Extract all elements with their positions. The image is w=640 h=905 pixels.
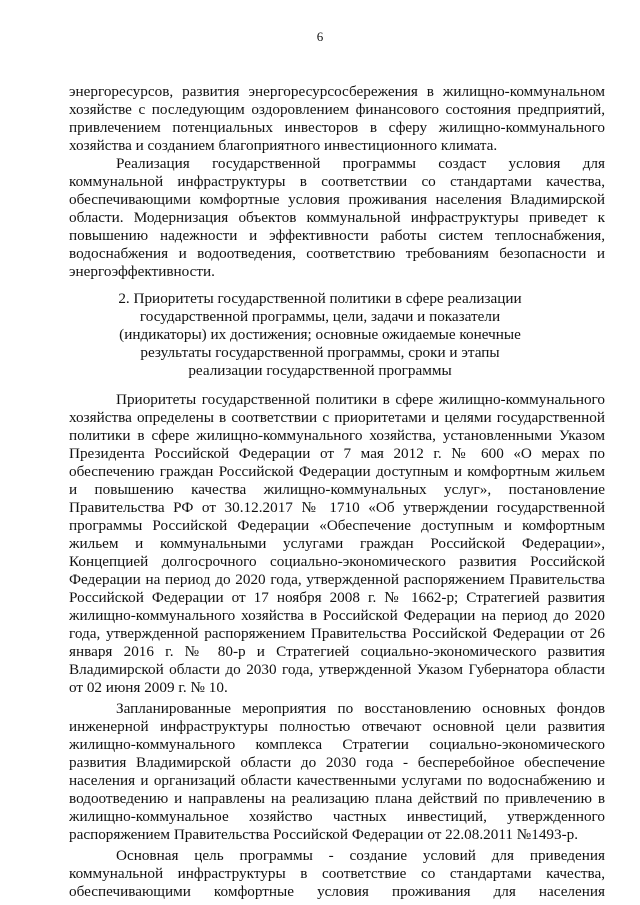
- text-line: привлечением потенциальных инвесторов в сферу жилищно-коммунального: [69, 119, 605, 136]
- heading-line: результаты государственной программы, сроки и этапы: [140, 344, 500, 361]
- text-line: жилищно-коммунального хозяйства в Российской Федерации на период до 2020: [69, 607, 605, 624]
- text-line: жилищно-коммунальное хозяйство частных инвестиций, утвержденного: [69, 808, 605, 825]
- text-line: коммунальной инфраструктуры в соответствии со стандартами качества,: [69, 173, 605, 190]
- text-line: Президента Российской Федерации от 7 мая 2012 г. № 600 «О мерах по: [69, 445, 605, 462]
- text-line: Российской Федерации от 17 ноября 2008 г. № 1662-р; Стратегией развития: [69, 589, 605, 606]
- text-line: инженерной инфраструктуры полностью отвечают основной цели развития: [69, 718, 605, 735]
- text-line: Основная цель программы - создание условий для приведения: [116, 847, 605, 864]
- text-line: обеспечивающими комфортные условия проживания для населения: [69, 883, 605, 900]
- text-line: обеспечивающими комфортные условия проживания населения Владимирской: [69, 191, 605, 208]
- text-line: политики в сфере жилищно-коммунального хозяйства, установленными Указом: [69, 427, 605, 444]
- text-line: энергоэффективности.: [69, 263, 215, 280]
- heading-line: 2. Приоритеты государственной политики в сфере реализации: [118, 290, 522, 307]
- text-line: хозяйстве с последующим оздоровлением финансового состояния предприятий,: [69, 101, 605, 118]
- text-line: хозяйства и созданием благоприятного инвестиционного климата.: [69, 137, 498, 154]
- text-line: Приоритеты государственной политики в сфере жилищно-коммунального: [116, 391, 605, 408]
- text-line: Правительства РФ от 30.12.2017 № 1710 «Об утверждении государственной: [69, 499, 605, 516]
- text-line: Реализация государственной программы создаст условия для: [116, 155, 605, 172]
- text-line: программы Российской Федерации «Обеспечение доступным и комфортным: [69, 517, 605, 534]
- heading-line: государственной программы, цели, задачи и показатели: [139, 308, 501, 325]
- text-line: жилищно-коммунального комплекса Стратегии социально-экономического: [69, 736, 605, 753]
- text-line: жильем и коммунальными услугами граждан Российской Федерации»,: [69, 535, 605, 552]
- text-line: водоснабжения и водоотведения, соответствию требованиям безопасности и: [69, 245, 605, 262]
- text-line: коммунальной инфраструктуры в соответствие со стандартами качества,: [69, 865, 605, 882]
- page-number: 6: [316, 29, 324, 44]
- text-line: Концепцией долгосрочного социально-экономического развития Российской: [69, 553, 605, 570]
- text-line: и повышению качества жилищно-коммунальных услуг», постановление: [69, 481, 605, 498]
- text-line: хозяйства определены в соответствии с приоритетами и целями государственной: [69, 409, 605, 426]
- heading-line: (индикаторы) их достижения; основные ожидаемые конечные: [119, 326, 521, 343]
- text-line: развития Владимирской области до 2030 года - бесперебойное обеспечение: [69, 754, 605, 771]
- text-line: обеспечению граждан Российской Федерации доступным и комфортным жильем: [69, 463, 605, 480]
- text-line: января 2016 г. № 80-р и Стратегией социально-экономического развития: [69, 643, 605, 660]
- text-line: распоряжением Правительства Российской Федерации от 22.08.2011 №1493-р.: [69, 826, 579, 843]
- text-line: населения и организаций области качественными услугами по водоснабжению и: [69, 772, 605, 789]
- text-line: повышению надежности и эффективности работы систем теплоснабжения,: [69, 227, 605, 244]
- text-line: от 02 июня 2009 г. № 10.: [69, 679, 228, 696]
- text-line: водоотведению и направлены на реализацию плана действий по привлечению в: [69, 790, 605, 807]
- text-line: энергоресурсов, развития энергоресурсосбережения в жилищно-коммунальном: [69, 83, 605, 100]
- text-line: Запланированные мероприятия по восстановлению основных фондов: [116, 700, 605, 717]
- text-line: года, утвержденной распоряжением Правительства Российской Федерации от 26: [69, 625, 605, 642]
- text-line: Федерации на период до 2020 года, утвержденной распоряжением Правительства: [69, 571, 605, 588]
- heading-line: реализации государственной программы: [188, 362, 452, 379]
- text-line: области. Модернизация объектов коммунальной инфраструктуры приведет к: [69, 209, 605, 226]
- text-line: Владимирской области до 2030 года, утвержденной Указом Губернатора области: [69, 661, 605, 678]
